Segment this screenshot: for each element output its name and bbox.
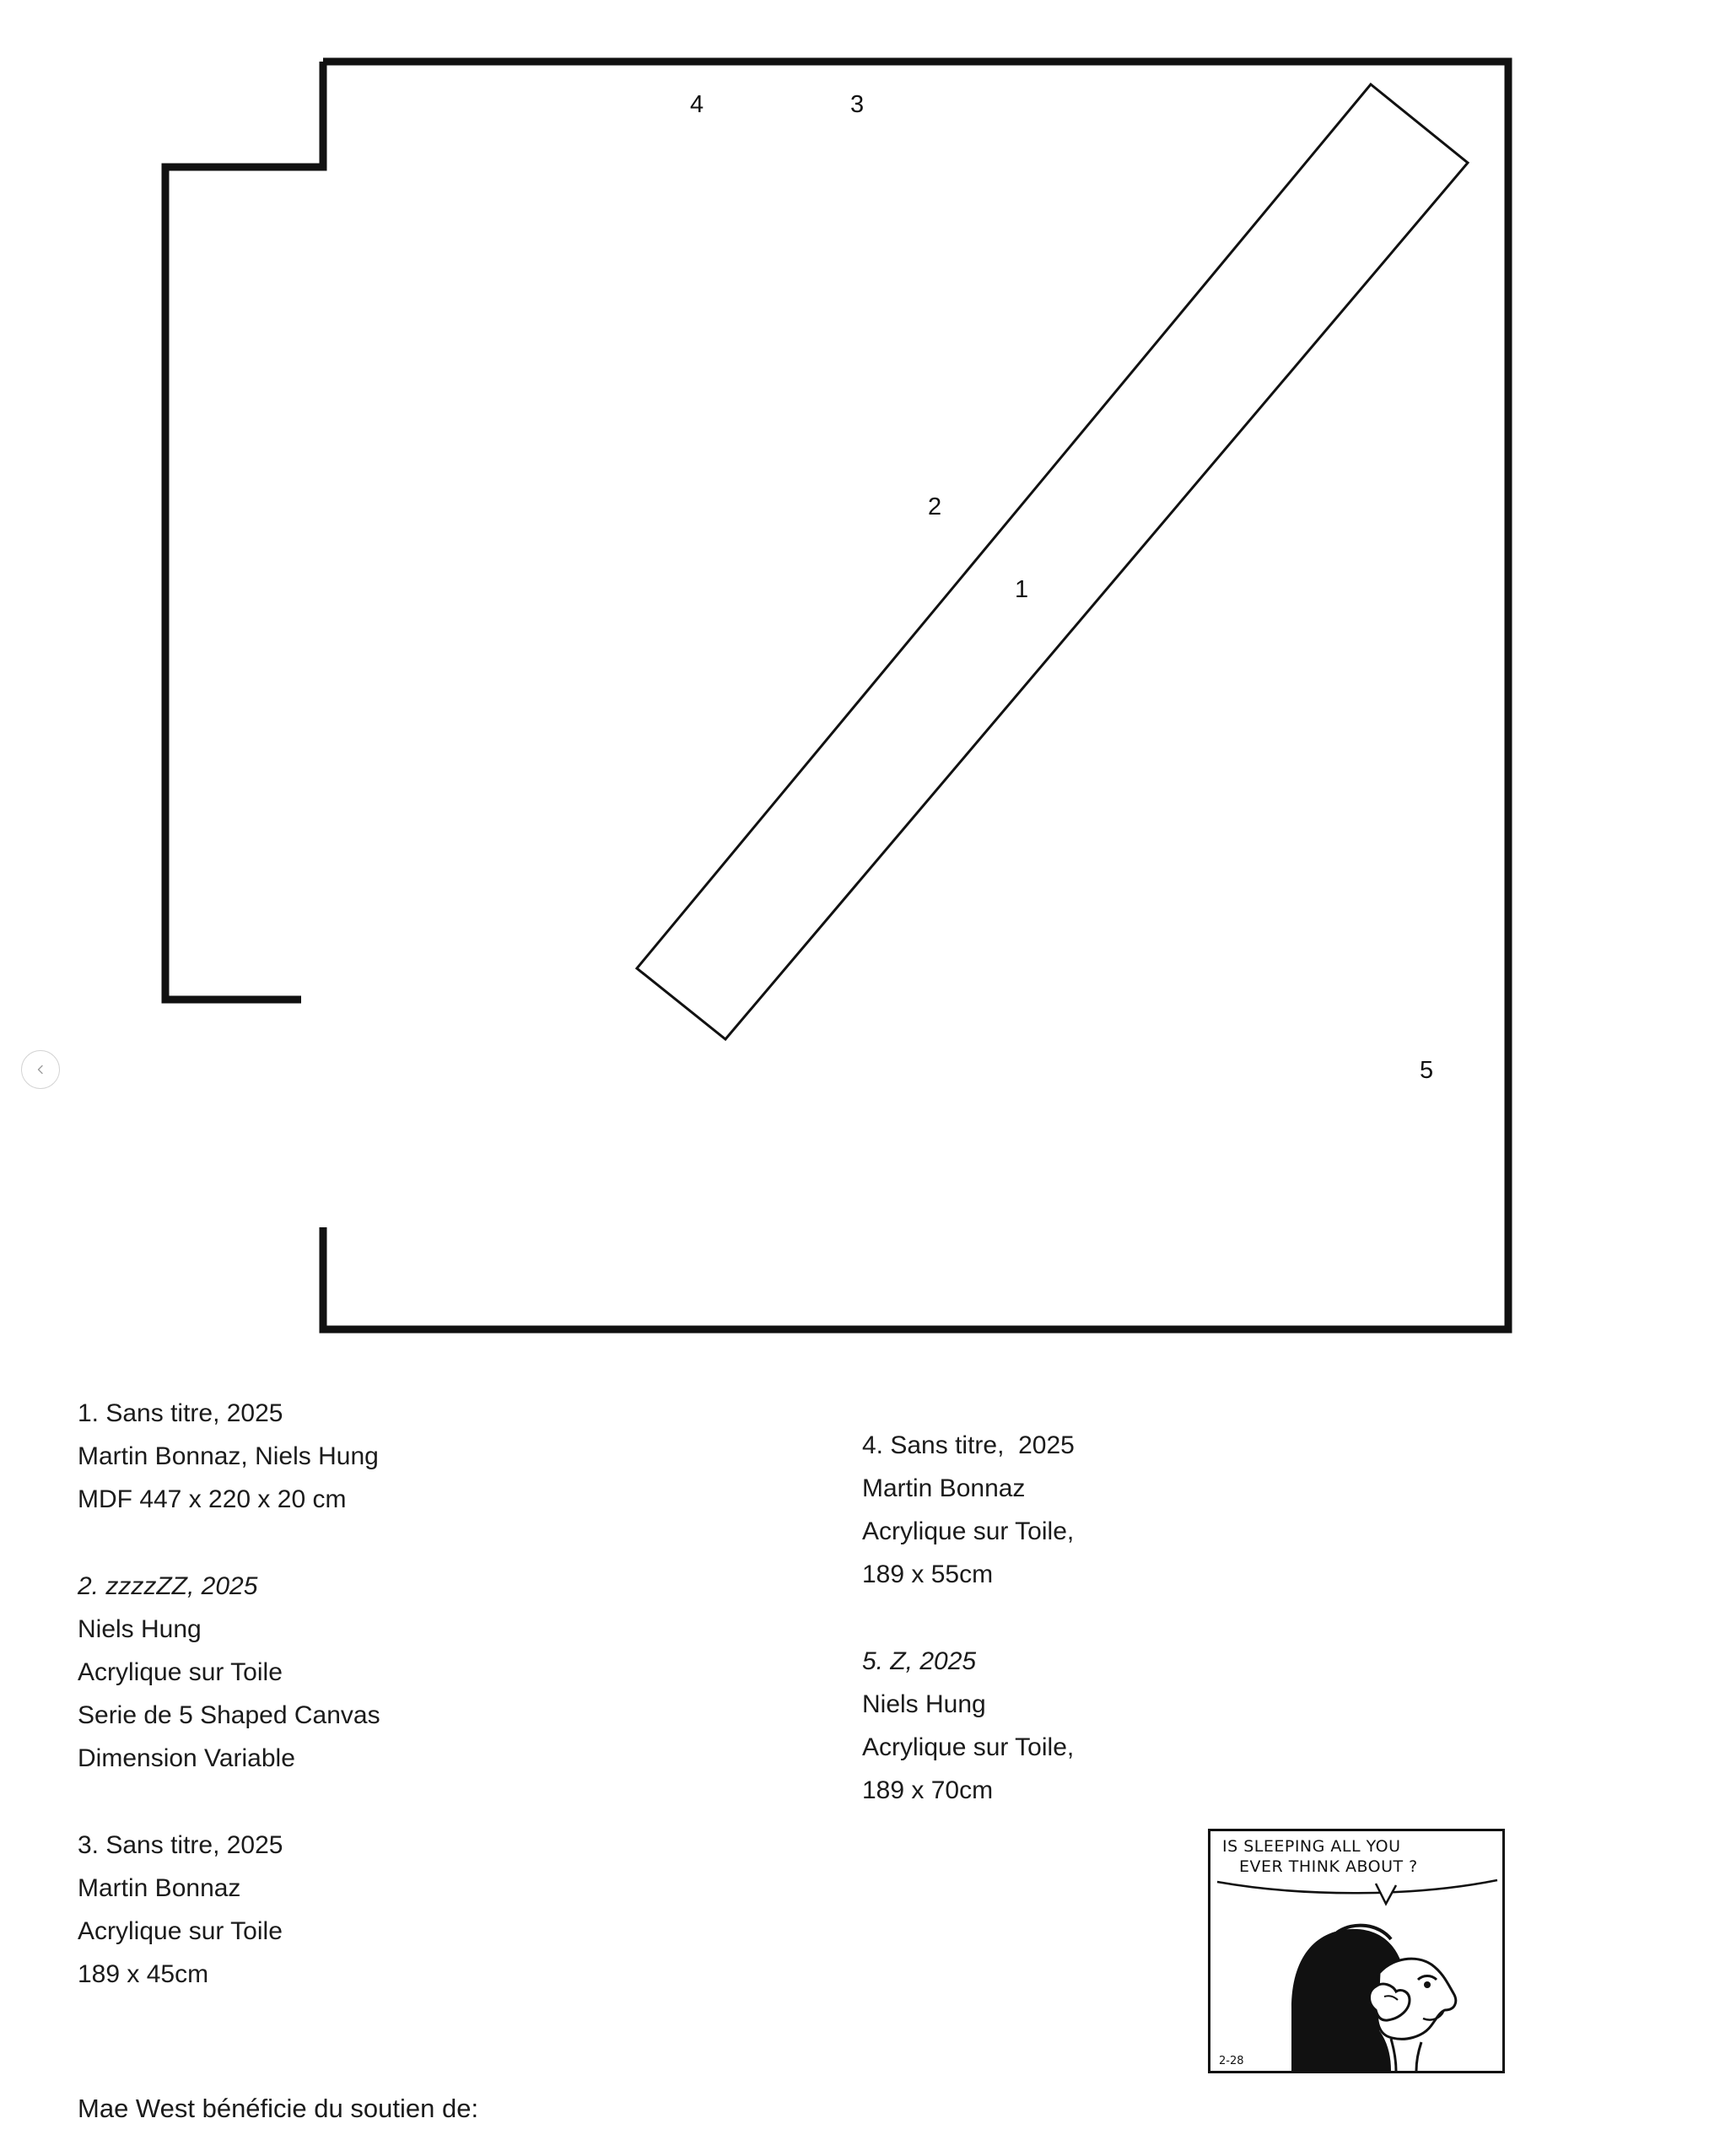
caption-line: 4. Sans titre, 2025 [862,1431,1075,1459]
caption-entry-5 [862,1640,1453,1812]
comic-caption-line-1: IS SLEEPING ALL YOU [1222,1837,1401,1856]
caption-line: 189 x 45cm [78,1960,209,1988]
caption-line: Dimension Variable [78,1744,295,1772]
caption-line: 3. Sans titre, 2025 [78,1831,283,1859]
caption-line: Niels Hung [78,1615,202,1643]
plan-label-3: 3 [850,91,865,118]
caption-line: Niels Hung [862,1690,986,1718]
caption-entry-2 [78,1565,795,1780]
caption-line: 189 x 55cm [862,1560,994,1588]
caption-line: 189 x 70cm [862,1776,994,1804]
caption-entry-3 [78,1824,795,1996]
plan-label-4: 4 [690,91,704,118]
caption-line: 5. Z, 2025 [862,1647,977,1675]
caption-line: Acrylique sur Toile, [862,1517,1075,1545]
caption-line: MDF 447 x 220 x 20 cm [78,1485,347,1513]
back-button[interactable] [21,1050,60,1089]
plan-label-2: 2 [928,493,942,520]
caption-line: Acrylique sur Toile, [862,1733,1075,1761]
caption-line: Acrylique sur Toile [78,1917,283,1945]
caption-line: 1. Sans titre, 2025 [78,1399,283,1427]
comic-panel [1208,1829,1505,2073]
chevron-left-icon [35,1064,46,1075]
caption-line: 2. zzzzZZ, 2025 [78,1572,258,1600]
comic-illustration [1210,1831,1502,2071]
caption-column-left [78,1392,795,1996]
caption-entry-1 [78,1392,795,1521]
caption-line: Martin Bonnaz [78,1874,241,1902]
caption-line: Acrylique sur Toile [78,1658,283,1686]
plan-label-5: 5 [1420,1057,1434,1084]
caption-entry-4 [862,1424,1453,1596]
caption-column-right [862,1424,1453,1812]
caption-line: Martin Bonnaz, Niels Hung [78,1442,379,1470]
plan-label-1: 1 [1015,576,1029,603]
comic-caption-line-2: EVER THINK ABOUT ? [1239,1857,1418,1876]
footer-support-text: Mae West bénéficie du soutien de: [78,2094,479,2123]
comic-signature: 2-28 [1219,2055,1244,2067]
caption-line: Serie de 5 Shaped Canvas [78,1701,380,1729]
caption-line: Martin Bonnaz [862,1474,1026,1502]
